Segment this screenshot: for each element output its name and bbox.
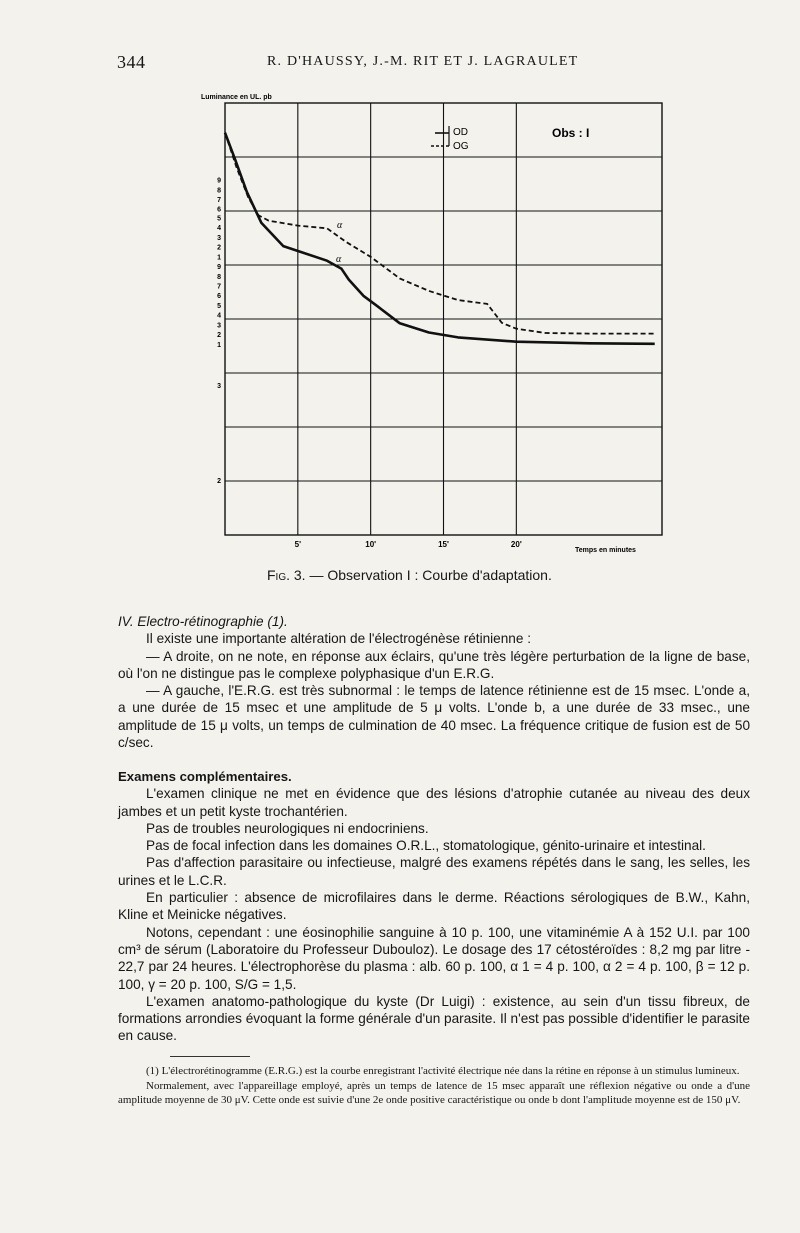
- exam-paragraph-3: Pas de focal infection dans les domaines O.R.L., stomatologique, génito-urinaire et intestinal.: [146, 838, 706, 854]
- y-tick-label: 4: [217, 225, 221, 233]
- y-axis-label: Luminance en UL. pb: [201, 94, 272, 101]
- exam-paragraph-5: En particulier : absence de microfilaires dans le derme. Réactions sérologiques de B.W., Kahn, Kline et Meinicke négatives.: [118, 890, 750, 923]
- figure-caption-label: Fig. 3.: [267, 567, 306, 583]
- exams-heading: Examens complémentaires.: [118, 769, 292, 784]
- y-tick-label: 9: [217, 177, 221, 185]
- x-axis-label: Temps en minutes: [575, 547, 636, 554]
- exam-paragraph-2: Pas de troubles neurologiques ni endocriniens.: [146, 820, 429, 836]
- x-tick-label: 15': [438, 540, 449, 549]
- figure-caption: [267, 567, 552, 583]
- y-tick-label: 3: [217, 382, 221, 390]
- page-number: 344: [117, 52, 146, 72]
- erg-paragraph-1: Il existe une importante altération de l'électrogénèse rétinienne :: [146, 631, 531, 647]
- y-tick-label: 6: [217, 206, 221, 214]
- chart-grid: [225, 103, 662, 535]
- footnotes: [118, 1064, 750, 1108]
- y-tick-label: 5: [217, 302, 221, 310]
- y-tick-labels: [217, 178, 221, 485]
- erg-paragraph-3: — A gauche, l'E.R.G. est très subnormal : le temps de latence rétinienne est de 15 msec. L'onde a, a une durée de 15 msec et une amplitude de 5 μ volts. L'onde b, a une durée de 33 msec., une amplitude de 15 μ volts, un temps de culmination de 40 msec. La fréquence critique de fusion est de 50 c/sec.: [118, 683, 750, 751]
- y-tick-label: 7: [217, 283, 221, 291]
- section-heading: IV. Electro-rétinographie (1).: [118, 614, 288, 629]
- series-line-od: [225, 133, 655, 344]
- legend-og-label: OG: [453, 141, 469, 152]
- y-tick-label: 6: [217, 293, 221, 301]
- footnote-2: Normalement, avec l'appareillage employé, après un temps de latence de 15 msec apparaît une réflexion négative ou onde a d'une amplitude moyenne de 30 μV. Cette onde est suivie d'une 2e onde positive caractéristique ou onde b dont l'amplitude moyenne est de 150 μV.: [118, 1079, 750, 1106]
- y-tick-label: 1: [217, 341, 221, 349]
- y-tick-label: 8: [217, 187, 221, 195]
- curve-annotation-og: α: [337, 220, 343, 231]
- exam-paragraph-4: Pas d'affection parasitaire ou infectieuse, malgré des examens répétés dans le sang, les selles, les urines et le L.C.R.: [118, 855, 750, 888]
- series-line-og: [225, 133, 655, 334]
- exam-paragraph-7: L'examen anatomo-pathologique du kyste (Dr Luigi) : existence, au sein d'un tissu fibreux, de formations arrondies évoquant la forme générale d'un parasite. Il n'est pas possible d'identifier le parasite en cause.: [118, 993, 750, 1044]
- x-tick-labels: [295, 540, 522, 549]
- exam-paragraph-1: L'examen clinique ne met en évidence que des lésions d'atrophie cutanée au niveau des deux jambes et un petit kyste trochantérien.: [118, 786, 750, 819]
- observation-label: Obs : I: [552, 126, 590, 140]
- chart-series: [225, 133, 655, 344]
- curve-annotation-od: α: [336, 254, 342, 265]
- y-tick-label: 3: [217, 322, 221, 330]
- y-tick-label: 2: [217, 332, 221, 340]
- legend-od-label: OD: [453, 127, 468, 138]
- figure-caption-text: — Observation I : Courbe d'adaptation.: [309, 567, 552, 583]
- y-tick-label: 5: [217, 215, 221, 223]
- footnote-1: (1) L'électrorétinogramme (E.R.G.) est la courbe enregistrant l'activité électrique née dans la rétine en réponse à un stimulus lumineux.: [146, 1065, 740, 1077]
- footnote-rule: [170, 1056, 250, 1057]
- y-tick-label: 1: [217, 254, 221, 262]
- chart-legend: [431, 126, 469, 152]
- adaptation-curve-chart: [195, 88, 675, 558]
- x-tick-label: 10': [365, 540, 377, 549]
- erg-paragraph-2: — A droite, on ne note, en réponse aux éclairs, qu'une très légère perturbation de la ligne de base, où l'on ne distingue pas le complexe polyphasique d'un E.R.G.: [118, 648, 750, 681]
- exams-section: [118, 768, 750, 1045]
- y-tick-label: 7: [217, 197, 221, 205]
- erg-section: [118, 613, 750, 751]
- y-tick-label: 3: [217, 234, 221, 242]
- x-tick-label: 5': [294, 540, 302, 549]
- x-tick-label: 20': [510, 540, 522, 549]
- y-tick-label: 4: [217, 312, 221, 320]
- y-tick-label: 8: [217, 273, 221, 281]
- exam-paragraph-6: Notons, cependant : une éosinophilie sanguine à 10 p. 100, une vitaminémie A à 152 U.I. par 100 cm³ de sérum (Laboratoire du Professeur Dubouloz). Le dosage des 17 cétostéroïdes : 8,2 mg par litre - 22,7 par 24 heures. L'électrophorèse du plasma : alb. 60 p. 100, α 1 = 4 p. 100, α 2 = 4 p. 100, β = 12 p. 100, γ = 20 p. 100, S/G = 1,5.: [118, 924, 750, 992]
- y-tick-label: 9: [217, 264, 221, 272]
- running-title: R. D'HAUSSY, J.-M. RIT ET J. LAGRAULET: [267, 54, 579, 69]
- y-tick-label: 2: [217, 477, 221, 485]
- y-tick-label: 2: [217, 244, 221, 252]
